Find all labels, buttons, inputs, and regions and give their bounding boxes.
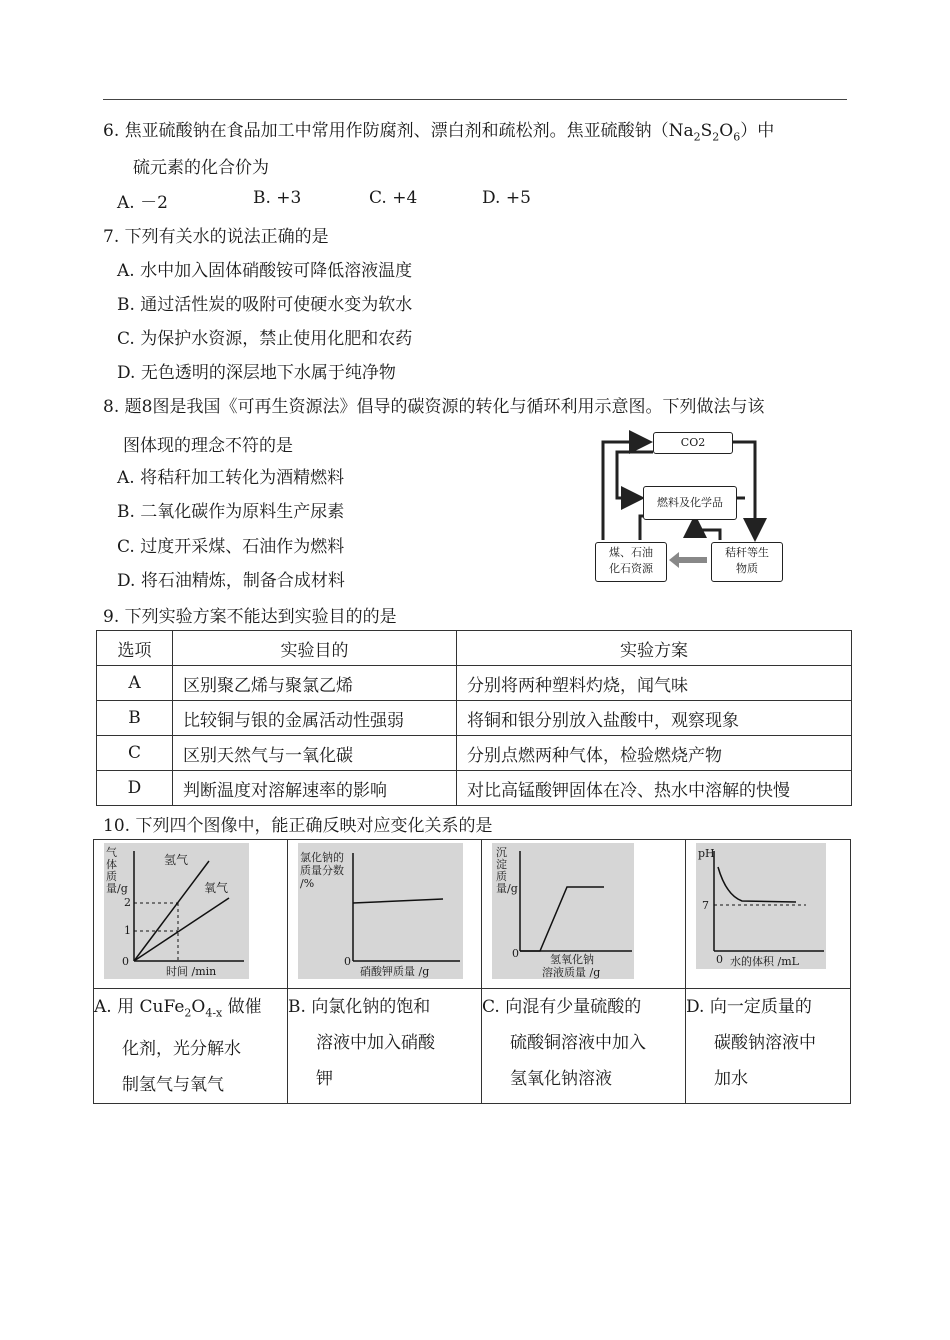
straw-label-1: 秸秆等生 [725,546,769,559]
q7-option-d: D. 无色透明的深层地下水属于纯净物 [117,363,396,383]
q8-line2: 图体现的理念不符的是 [123,436,293,456]
option-c-line2: 硫酸铜溶液中加入 [510,1033,646,1053]
row-letter: A [97,666,173,701]
graph-c-xlabel-1: 氢氧化钠 [550,953,594,966]
graph-cell-a [94,840,288,989]
q6-text-b: ）中 [740,121,775,141]
graph-b-ylabel: 氯化钠的质量分数 /% [300,851,344,890]
fuel-label: 燃料及化学品 [657,496,723,509]
option-b-line3: 钾 [316,1069,333,1089]
q9-stem: 9. 下列实验方案不能达到实验目的的是 [103,607,397,627]
graph-d-plot [696,843,826,969]
row-plan: 分别点燃两种气体，检验燃烧产物 [457,736,852,771]
option-d-text1: 向一定质量的 [709,997,812,1017]
option-d-line2: 碳酸钠溶液中 [714,1033,816,1053]
q7-option-a: A. 水中加入固体硝酸铵可降低溶液温度 [117,261,413,281]
option-c-line1 [482,989,685,1025]
straw-box [711,542,783,582]
option-a-line3: 制氢气与氧气 [122,1075,224,1096]
option-a-text1: 用 CuFe [117,997,185,1017]
row-plan: 分别将两种塑料灼烧，闻气味 [457,666,852,701]
table-row [97,736,852,771]
option-a-sub2: 4-x [205,1006,223,1020]
header-purpose: 实验目的 [173,631,457,666]
q6-sub3: 6 [733,130,741,144]
option-b-line1 [288,989,481,1025]
graph-cell-c [482,840,686,989]
straw-label-2: 物质 [736,562,758,575]
q8-option-a: A. 将秸秆加工转化为酒精燃料 [117,468,345,488]
option-a-letter: A. [94,997,112,1017]
option-a-o: O [191,997,206,1017]
graph-a-ylabel: 气体质量/g [106,846,128,895]
q6-line2: 硫元素的化合价为 [133,158,269,178]
graph-b-origin: 0 [344,955,351,968]
header-option: 选项 [97,631,173,666]
fossil-label-2: 化石资源 [609,562,653,575]
header-plan: 实验方案 [457,631,852,666]
option-b-letter: B. [288,997,306,1017]
option-d-cell [686,989,851,1104]
q10-stem: 10. 下列四个图像中，能正确反映对应变化关系的是 [103,816,493,836]
graph-d-tick-7: 7 [702,899,709,912]
q8-option-b: B. 二氧化碳作为原料生产尿素 [117,502,345,522]
table-row [97,701,852,736]
graph-d [696,843,826,969]
q6-option-c: C. +4 [369,188,418,208]
option-d-letter: D. [686,997,705,1017]
co2-label: CO2 [680,436,706,449]
q6-option-b: B. +3 [253,188,302,208]
graph-a-tick-2: 2 [124,896,131,909]
graph-c-origin: 0 [512,947,519,960]
option-a-cell [94,989,288,1104]
row-letter: B [97,701,173,736]
graph-cell-d [686,840,851,989]
graph-a-tick-0: 0 [122,955,129,968]
graph-a-tick-1: 1 [124,924,131,937]
fossil-box [595,542,667,582]
graph-a [104,843,249,979]
option-a-line2: 化剂，光分解水 [122,1039,241,1060]
row-letter: D [97,771,173,806]
q6-sub2: 2 [712,130,720,144]
top-rule [103,99,847,100]
q6-s: S [700,121,713,141]
option-c-text1: 向混有少量硫酸的 [505,997,642,1017]
graph-d-ylabel: pH [698,847,715,860]
option-c-line3: 氢氧化钠溶液 [510,1069,612,1089]
option-b-text1: 向氯化钠的饱和 [311,997,431,1017]
row-letter: C [97,736,173,771]
row-purpose: 区别聚乙烯与聚氯乙烯 [173,666,457,701]
q6-o: O [719,121,734,141]
co2-box [653,432,733,454]
option-c-cell [482,989,686,1104]
option-a-sub1: 2 [184,1006,192,1020]
graph-b [298,843,463,979]
row-purpose: 判断温度对溶解速率的影响 [173,771,457,806]
option-a-text1b: 做催 [222,997,262,1017]
table-row [97,666,852,701]
q7-option-c: C. 为保护水资源，禁止使用化肥和农药 [117,329,413,349]
graph-c-xlabel-2: 溶液质量 /g [542,966,601,979]
option-a-line1 [94,989,287,1031]
fossil-label-1: 煤、石油 [609,546,653,559]
q6-line1 [103,116,774,143]
option-b-line2: 溶液中加入硝酸 [316,1033,435,1053]
table-row [97,771,852,806]
table-header-row [97,631,852,666]
option-c-letter: C. [482,997,500,1017]
row-purpose: 区别天然气与一氧化碳 [173,736,457,771]
q8-option-c: C. 过度开采煤、石油作为燃料 [117,537,345,557]
graph-d-xlabel: 水的体积 /mL [730,955,799,968]
graph-d-origin: 0 [716,953,723,966]
graph-a-xlabel: 时间 /min [166,965,217,978]
graph-cell-b [288,840,482,989]
graph-c-ylabel: 沉淀质量/g [496,846,518,895]
row-purpose: 比较铜与银的金属活动性强弱 [173,701,457,736]
q8-line1: 8. 题8图是我国《可再生资源法》倡导的碳资源的转化与循环利用示意图。下列做法与该 [103,397,765,417]
graph-b-xlabel: 硝酸钾质量 /g [360,965,430,978]
fuel-box [643,486,737,520]
q6-sub1: 2 [693,130,701,144]
graph-a-series-h2: 氢气 [164,853,189,867]
q10-table [93,839,851,1104]
option-d-line1 [686,989,850,1025]
graph-row [94,840,851,989]
row-plan: 对比高锰酸钾固体在冷、热水中溶解的快慢 [457,771,852,806]
q6-option-d: D. +5 [482,188,531,208]
q6-text-a: 6. 焦亚硫酸钠在食品加工中常用作防腐剂、漂白剂和疏松剂。焦亚硫酸钠（Na [103,121,694,141]
row-plan: 将铜和银分别放入盐酸中，观察现象 [457,701,852,736]
options-row [94,989,851,1104]
q6-option-a: A. －2 [117,193,168,213]
graph-a-series-o2: 氧气 [204,881,229,895]
carbon-cycle-diagram [595,430,795,585]
graph-c [492,843,634,979]
option-b-cell [288,989,482,1104]
q7-stem: 7. 下列有关水的说法正确的是 [103,227,329,247]
option-d-line3: 加水 [714,1069,748,1089]
q8-option-d: D. 将石油精炼，制备合成材料 [117,571,345,591]
q7-option-b: B. 通过活性炭的吸附可使硬水变为软水 [117,295,413,315]
q9-table [96,630,852,806]
